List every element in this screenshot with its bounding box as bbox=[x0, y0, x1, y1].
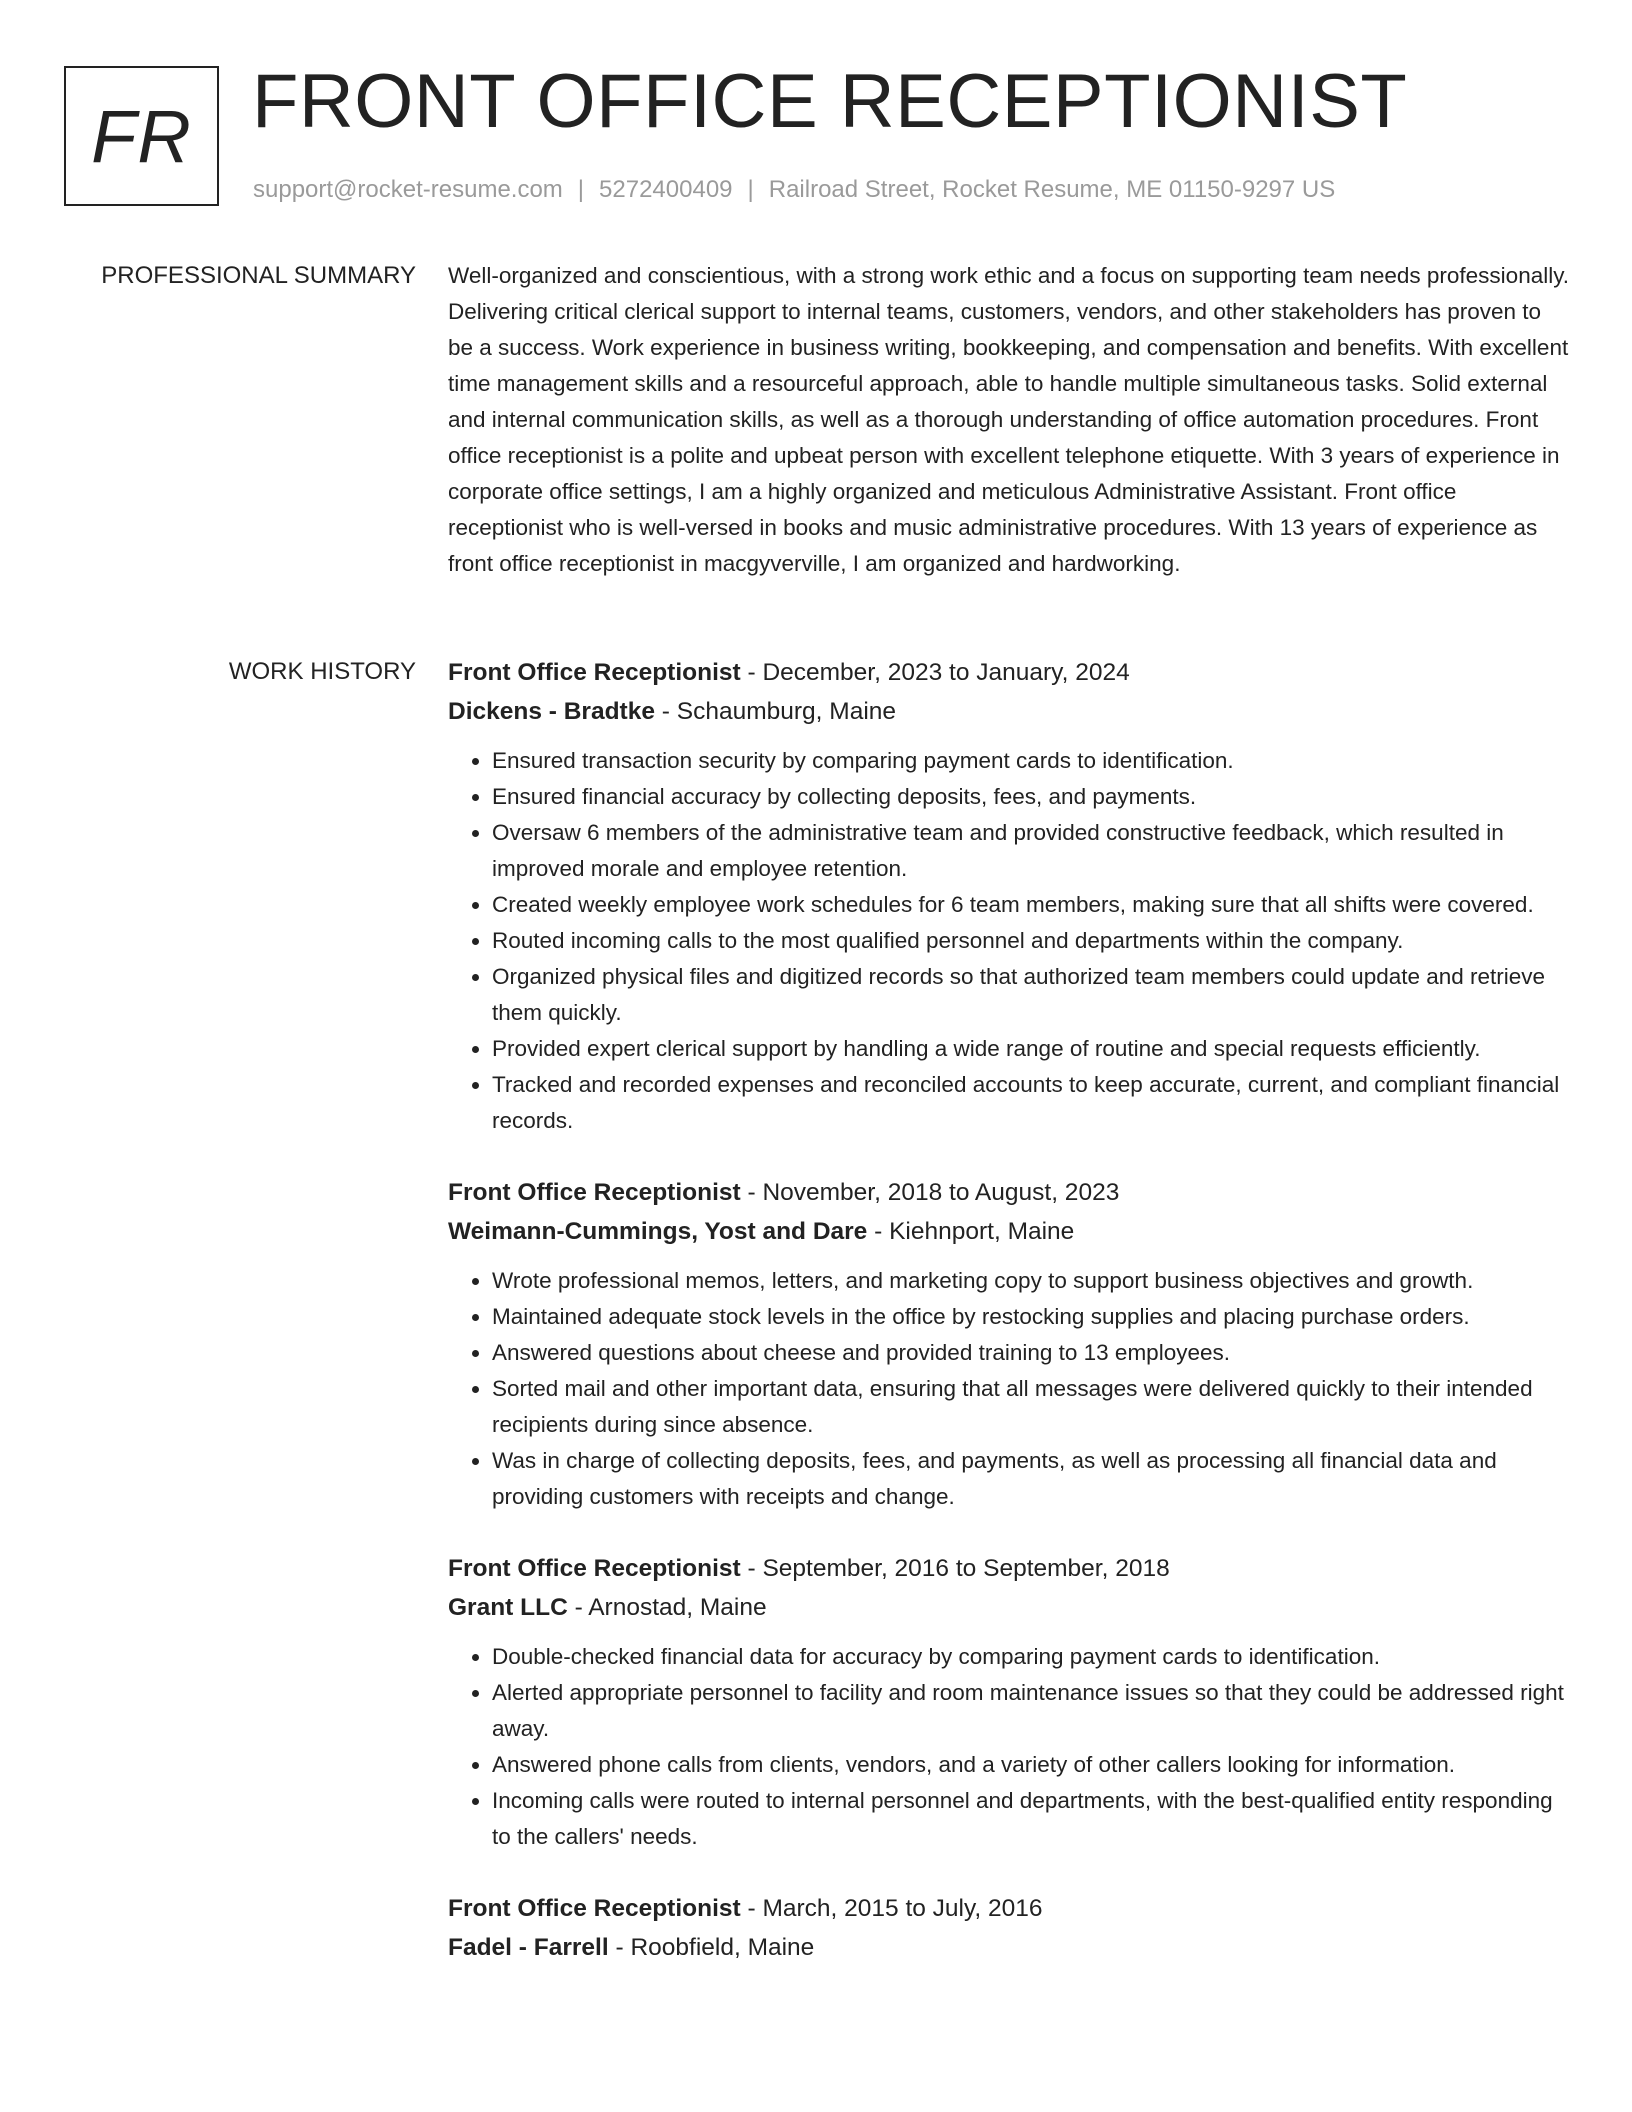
job-dates: - September, 2016 to September, 2018 bbox=[747, 1555, 1170, 1582]
contact-email: support@rocket-resume.com bbox=[253, 176, 563, 203]
job-duty-item: • Oversaw 6 members of the administrative team and provided constructive feedback, which resulted in improved morale and employee retention. bbox=[492, 815, 1570, 887]
job-duty-item: • Provided expert clerical support by handling a wide range of routine and special requests efficiently. bbox=[492, 1031, 1570, 1067]
job-company-line bbox=[448, 1588, 1570, 1627]
job-duties-list bbox=[448, 1263, 1570, 1515]
job-duty-item: • Tracked and recorded expenses and reconciled accounts to keep accurate, current, and compliant financial records. bbox=[492, 1067, 1570, 1139]
job-location: - Arnostad, Maine bbox=[574, 1594, 767, 1621]
work-history-section bbox=[448, 653, 1570, 1967]
job-location: - Roobfield, Maine bbox=[615, 1934, 815, 1961]
summary-section bbox=[448, 258, 1570, 582]
contact-phone: 5272400409 bbox=[599, 176, 733, 203]
job-company-line bbox=[448, 692, 1570, 731]
contact-separator: | bbox=[577, 176, 585, 203]
job-title-line bbox=[448, 1549, 1570, 1588]
job-duty-item: • Routed incoming calls to the most qualified personnel and departments within the company. bbox=[492, 923, 1570, 959]
contact-address: Railroad Street, Rocket Resume, ME 01150-9297 US bbox=[768, 176, 1336, 203]
job-company: Dickens - Bradtke bbox=[448, 698, 655, 725]
job-duty-item: • Wrote professional memos, letters, and marketing copy to support business objectives and growth. bbox=[492, 1263, 1570, 1299]
job-entry bbox=[448, 1173, 1570, 1515]
contact-separator: | bbox=[747, 176, 754, 203]
job-duty-item: • Ensured transaction security by comparing payment cards to identification. bbox=[492, 743, 1570, 779]
job-duty-item: • Sorted mail and other important data, ensuring that all messages were delivered quickly to their intended recipients during since absence. bbox=[492, 1371, 1570, 1443]
resume-title: FRONT OFFICE RECEPTIONIST bbox=[252, 59, 1408, 144]
job-duties-list bbox=[448, 1639, 1570, 1855]
job-duties-list bbox=[448, 743, 1570, 1139]
job-company: Weimann-Cummings, Yost and Dare bbox=[448, 1218, 868, 1245]
monogram-badge: FR bbox=[64, 66, 219, 206]
job-entry bbox=[448, 1549, 1570, 1855]
job-duty-item: • Incoming calls were routed to internal personnel and departments, with the best-qualified entity responding to the callers' needs. bbox=[492, 1783, 1570, 1855]
job-title-line bbox=[448, 1889, 1570, 1928]
job-dates: - November, 2018 to August, 2023 bbox=[747, 1179, 1120, 1206]
contact-line bbox=[253, 174, 1335, 206]
summary-section-label: PROFESSIONAL SUMMARY bbox=[101, 262, 416, 289]
work-history-section-label: WORK HISTORY bbox=[228, 658, 416, 685]
job-title-line bbox=[448, 1173, 1570, 1212]
job-company: Fadel - Farrell bbox=[448, 1934, 609, 1961]
job-duty-item: • Answered phone calls from clients, vendors, and a variety of other callers looking for information. bbox=[492, 1747, 1570, 1783]
job-duty-item: • Organized physical files and digitized records so that authorized team members could update and retrieve them quickly. bbox=[492, 959, 1570, 1031]
job-duty-item: • Created weekly employee work schedules for 6 team members, making sure that all shifts were covered. bbox=[492, 887, 1570, 923]
job-entry bbox=[448, 1889, 1570, 1967]
job-duty-item: • Maintained adequate stock levels in the office by restocking supplies and placing purchase orders. bbox=[492, 1299, 1570, 1335]
job-company-line bbox=[448, 1212, 1570, 1251]
job-entry bbox=[448, 653, 1570, 1139]
job-company-line bbox=[448, 1928, 1570, 1967]
job-location: - Kiehnport, Maine bbox=[874, 1218, 1075, 1245]
job-title: Front Office Receptionist bbox=[448, 1895, 741, 1922]
job-duty-item: • Answered questions about cheese and provided training to 13 employees. bbox=[492, 1335, 1570, 1371]
job-duty-item: • Ensured financial accuracy by collecting deposits, fees, and payments. bbox=[492, 779, 1570, 815]
job-company: Grant LLC bbox=[448, 1594, 568, 1621]
job-duty-item: • Double-checked financial data for accuracy by comparing payment cards to identification. bbox=[492, 1639, 1570, 1675]
job-dates: - December, 2023 to January, 2024 bbox=[747, 659, 1130, 686]
job-duty-item: • Alerted appropriate personnel to facility and room maintenance issues so that they could be addressed right away. bbox=[492, 1675, 1570, 1747]
job-location: - Schaumburg, Maine bbox=[661, 698, 897, 725]
job-dates: - March, 2015 to July, 2016 bbox=[747, 1895, 1043, 1922]
job-duty-item: • Was in charge of collecting deposits, fees, and payments, as well as processing all financial data and providing customers with receipts and change. bbox=[492, 1443, 1570, 1515]
job-title: Front Office Receptionist bbox=[448, 1555, 741, 1582]
job-title-line bbox=[448, 653, 1570, 692]
summary-text: Well-organized and conscientious, with a strong work ethic and a focus on supporting team needs professionally. Delivering critical clerical support to internal teams, customers, vendors, and other stakeholders has proven to be a success. Work experience in business writing, bookkeeping, and compensation and benefits. With excellent time management skills and a resourceful approach, able to handle multiple simultaneous tasks. Solid external and internal communication skills, as well as a thorough understanding of office automation procedures. Front office receptionist is a polite and upbeat person with excellent telephone etiquette. With 3 years of experience in corporate office settings, I am a highly organized and meticulous Administrative Assistant. Front office receptionist who is well-versed in books and music administrative procedures. With 13 years of experience as front office receptionist in macgyverville, I am organized and hardworking. bbox=[448, 263, 1570, 576]
job-title: Front Office Receptionist bbox=[448, 1179, 741, 1206]
job-title: Front Office Receptionist bbox=[448, 659, 741, 686]
